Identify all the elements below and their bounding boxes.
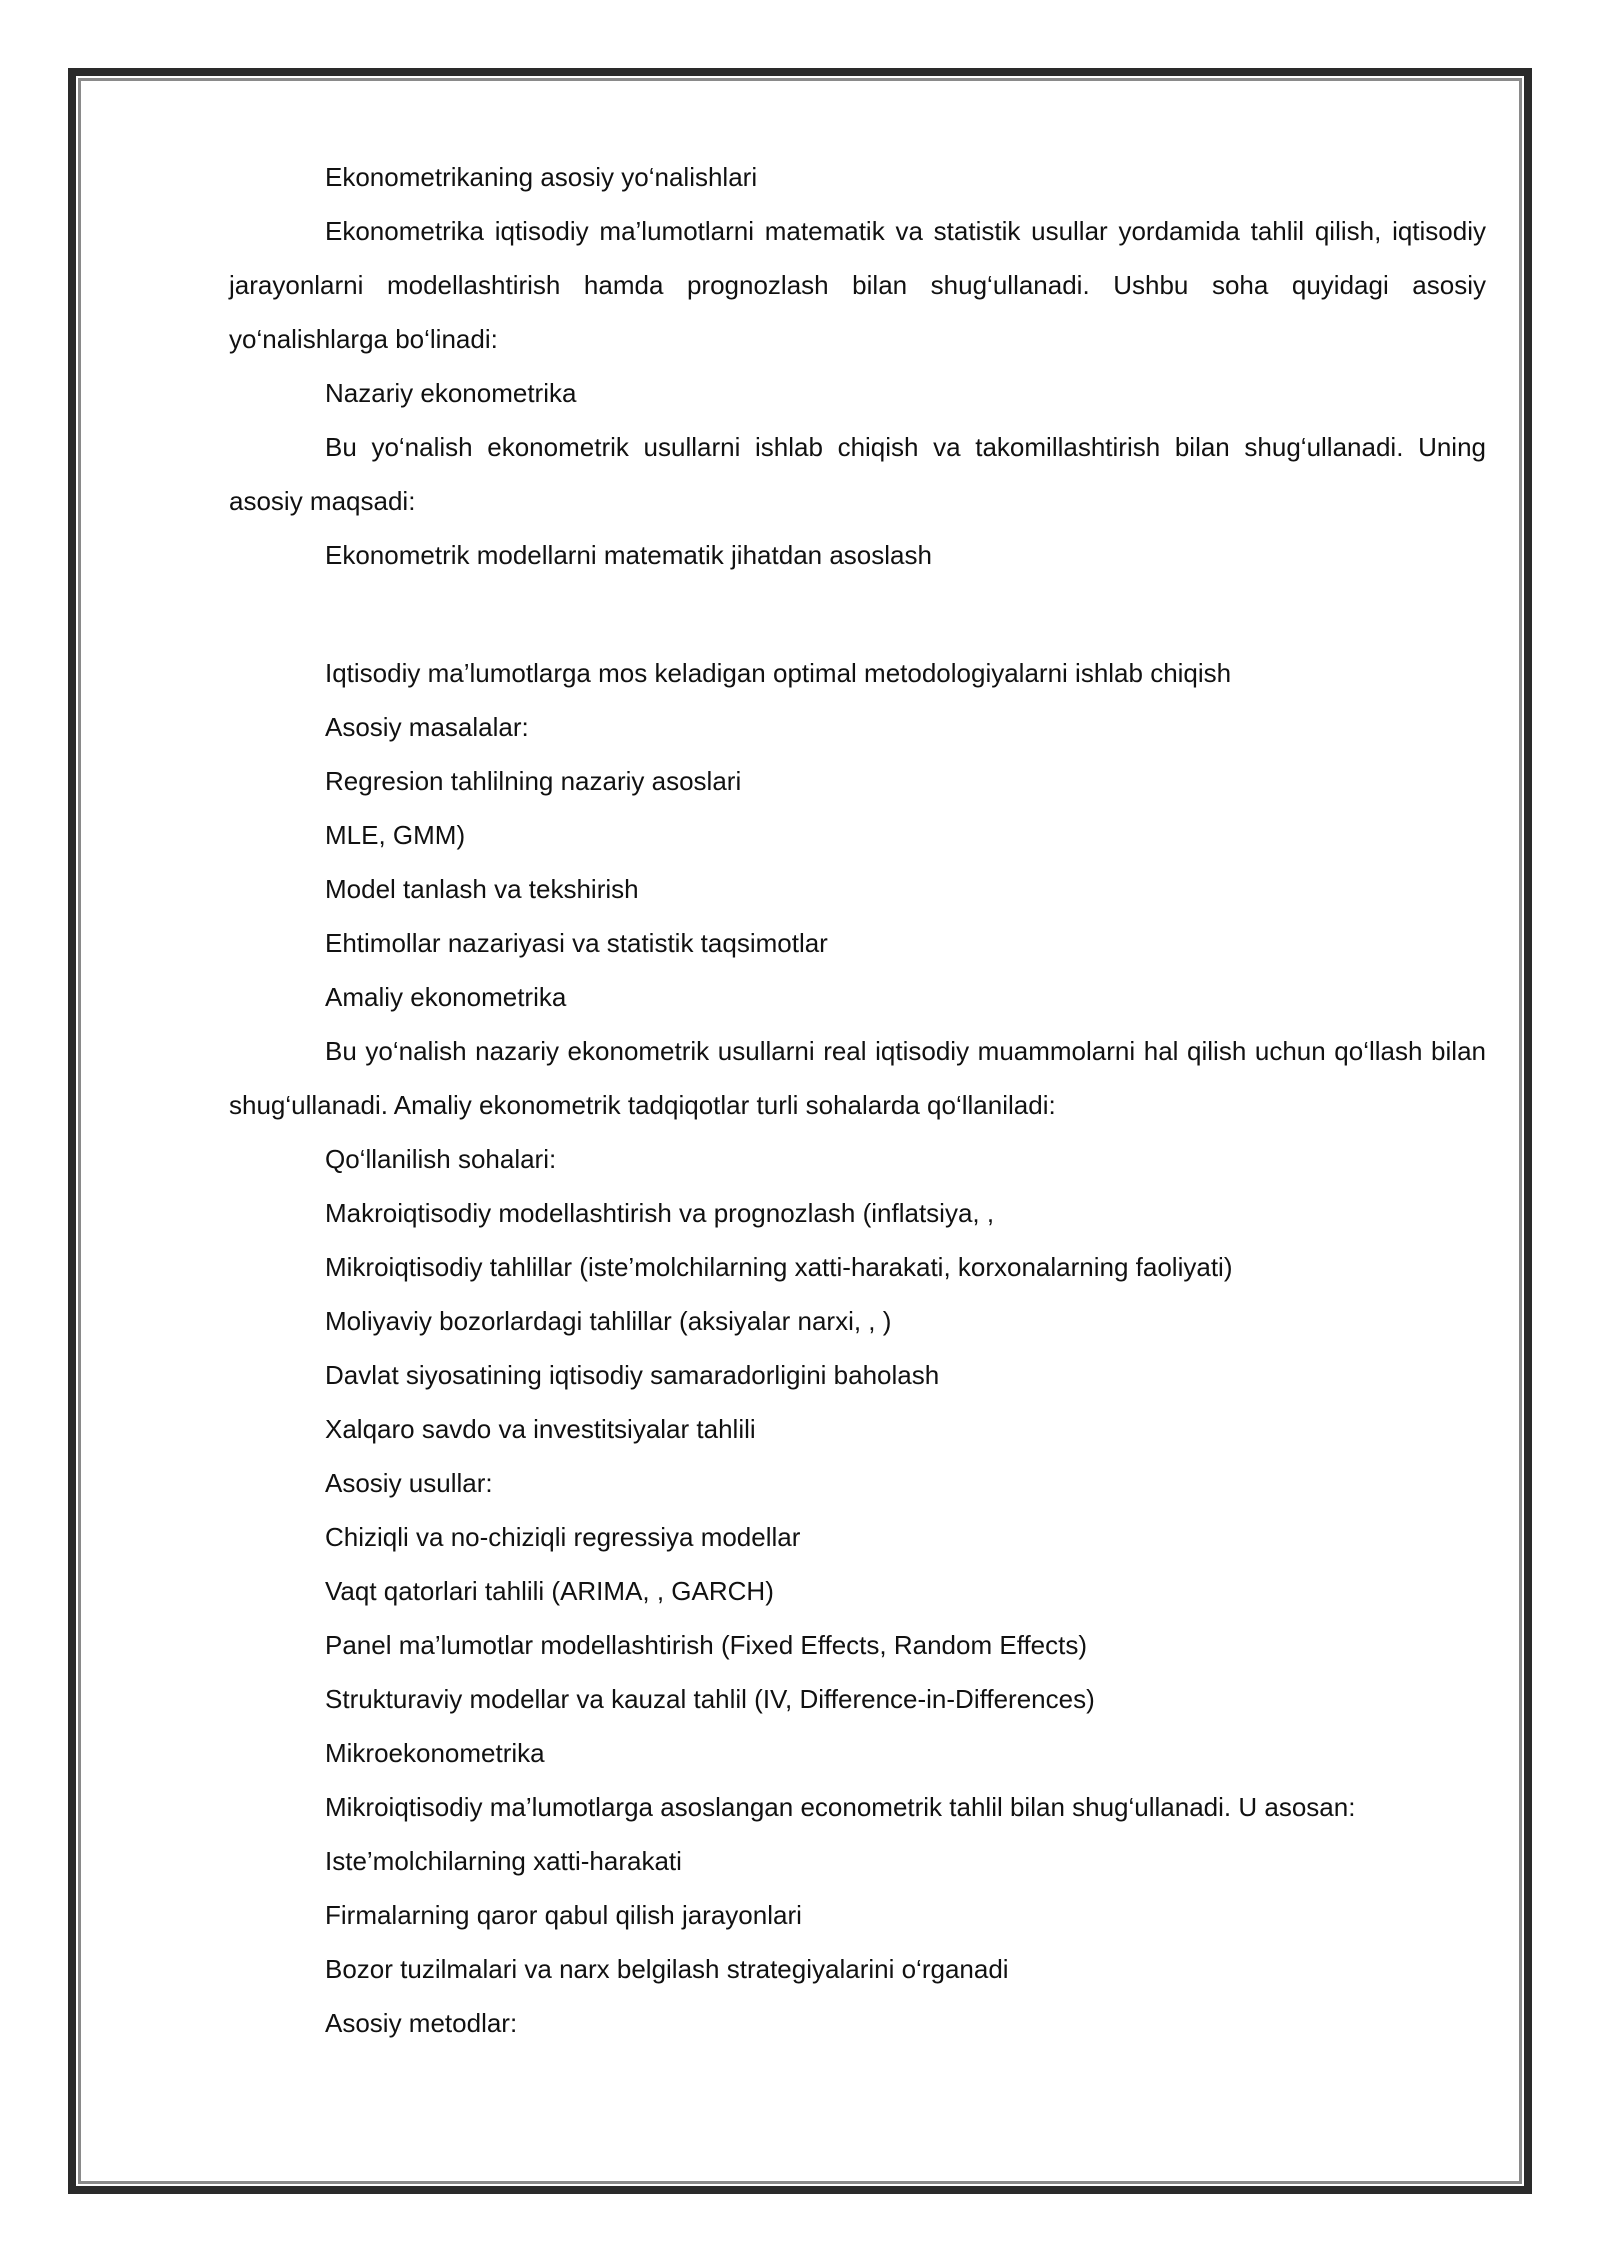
section-title-theoretical: Nazariy ekonometrika [325,378,577,408]
theoretical-description: Bu yo‘nalish ekonometrik usullarni ishlab chiqish va takomillashtirish bilan shug‘ullanadi. Uning asosiy maqsadi: [229,432,1486,516]
list-item: Ehtimollar nazariyasi va statistik taqsimotlar [325,928,828,958]
list-item: Model tanlash va tekshirish [325,874,639,904]
micro-methods-label: Asosiy metodlar: [325,2008,518,2038]
list-item: Makroiqtisodiy modellashtirish va prognozlash (inflatsiya, , [325,1198,995,1228]
list-item: Mikroiqtisodiy tahlillar (iste’molchilarning xatti-harakati, korxonalarning faoliyati) [325,1252,1233,1282]
section-title-applied: Amaliy ekonometrika [325,982,567,1012]
section-title-micro: Mikroekonometrika [325,1738,545,1768]
theoretical-goal-1: Ekonometrik modellarni matematik jihatdan asoslash [325,540,932,570]
list-item: Davlat siyosatining iqtisodiy samaradorligini baholash [325,1360,940,1390]
list-item: Panel ma’lumotlar modellashtirish (Fixed Effects, Random Effects) [325,1630,1088,1660]
list-item: Firmalarning qaror qabul qilish jarayonlari [325,1900,802,1930]
list-item: Iste’molchilarning xatti-harakati [325,1846,682,1876]
applied-description: Bu yo‘nalish nazariy ekonometrik usullarni real iqtisodiy muammolarni hal qilish uchun qo‘llash bilan shug‘ullanadi. Amaliy ekonometrik tadqiqotlar turli sohalarda qo‘llaniladi: [229,1036,1486,1120]
blank-line [229,582,1486,646]
applied-areas-label: Qo‘llanilish sohalari: [325,1144,557,1174]
intro-paragraph: Ekonometrika iqtisodiy ma’lumotlarni matematik va statistik usullar yordamida tahlil qilish, iqtisodiy jarayonlarni modellashtirish hamda prognozlash bilan shug‘ullanadi. Ushbu soha quyidagi asosiy yo‘nalishlarga bo‘linadi: [229,216,1486,354]
list-item: Moliyaviy bozorlardagi tahlillar (aksiyalar narxi, , ) [325,1306,892,1336]
list-item: Regresion tahlilning nazariy asoslari [325,766,742,796]
list-item: Xalqaro savdo va investitsiyalar tahlili [325,1414,756,1444]
theoretical-goal-2: Iqtisodiy ma’lumotlarga mos keladigan optimal metodologiyalarni ishlab chiqish [325,658,1232,688]
list-item: Strukturaviy modellar va kauzal tahlil (IV, Difference-in-Differences) [325,1684,1095,1714]
list-item: MLE, GMM) [325,820,466,850]
theoretical-tasks-label: Asosiy masalalar: [325,712,529,742]
micro-description: Mikroiqtisodiy ma’lumotlarga asoslangan econometrik tahlil bilan shug‘ullanadi. U asosan: [325,1792,1356,1822]
list-item: Chiziqli va no-chiziqli regressiya modellar [325,1522,801,1552]
document-heading: Ekonometrikaning asosiy yo‘nalishlari [325,162,758,192]
list-item: Vaqt qatorlari tahlili (ARIMA, , GARCH) [325,1576,774,1606]
applied-methods-label: Asosiy usullar: [325,1468,493,1498]
list-item: Bozor tuzilmalari va narx belgilash strategiyalarini o‘rganadi [325,1954,1009,1984]
document-body [229,150,1486,2050]
